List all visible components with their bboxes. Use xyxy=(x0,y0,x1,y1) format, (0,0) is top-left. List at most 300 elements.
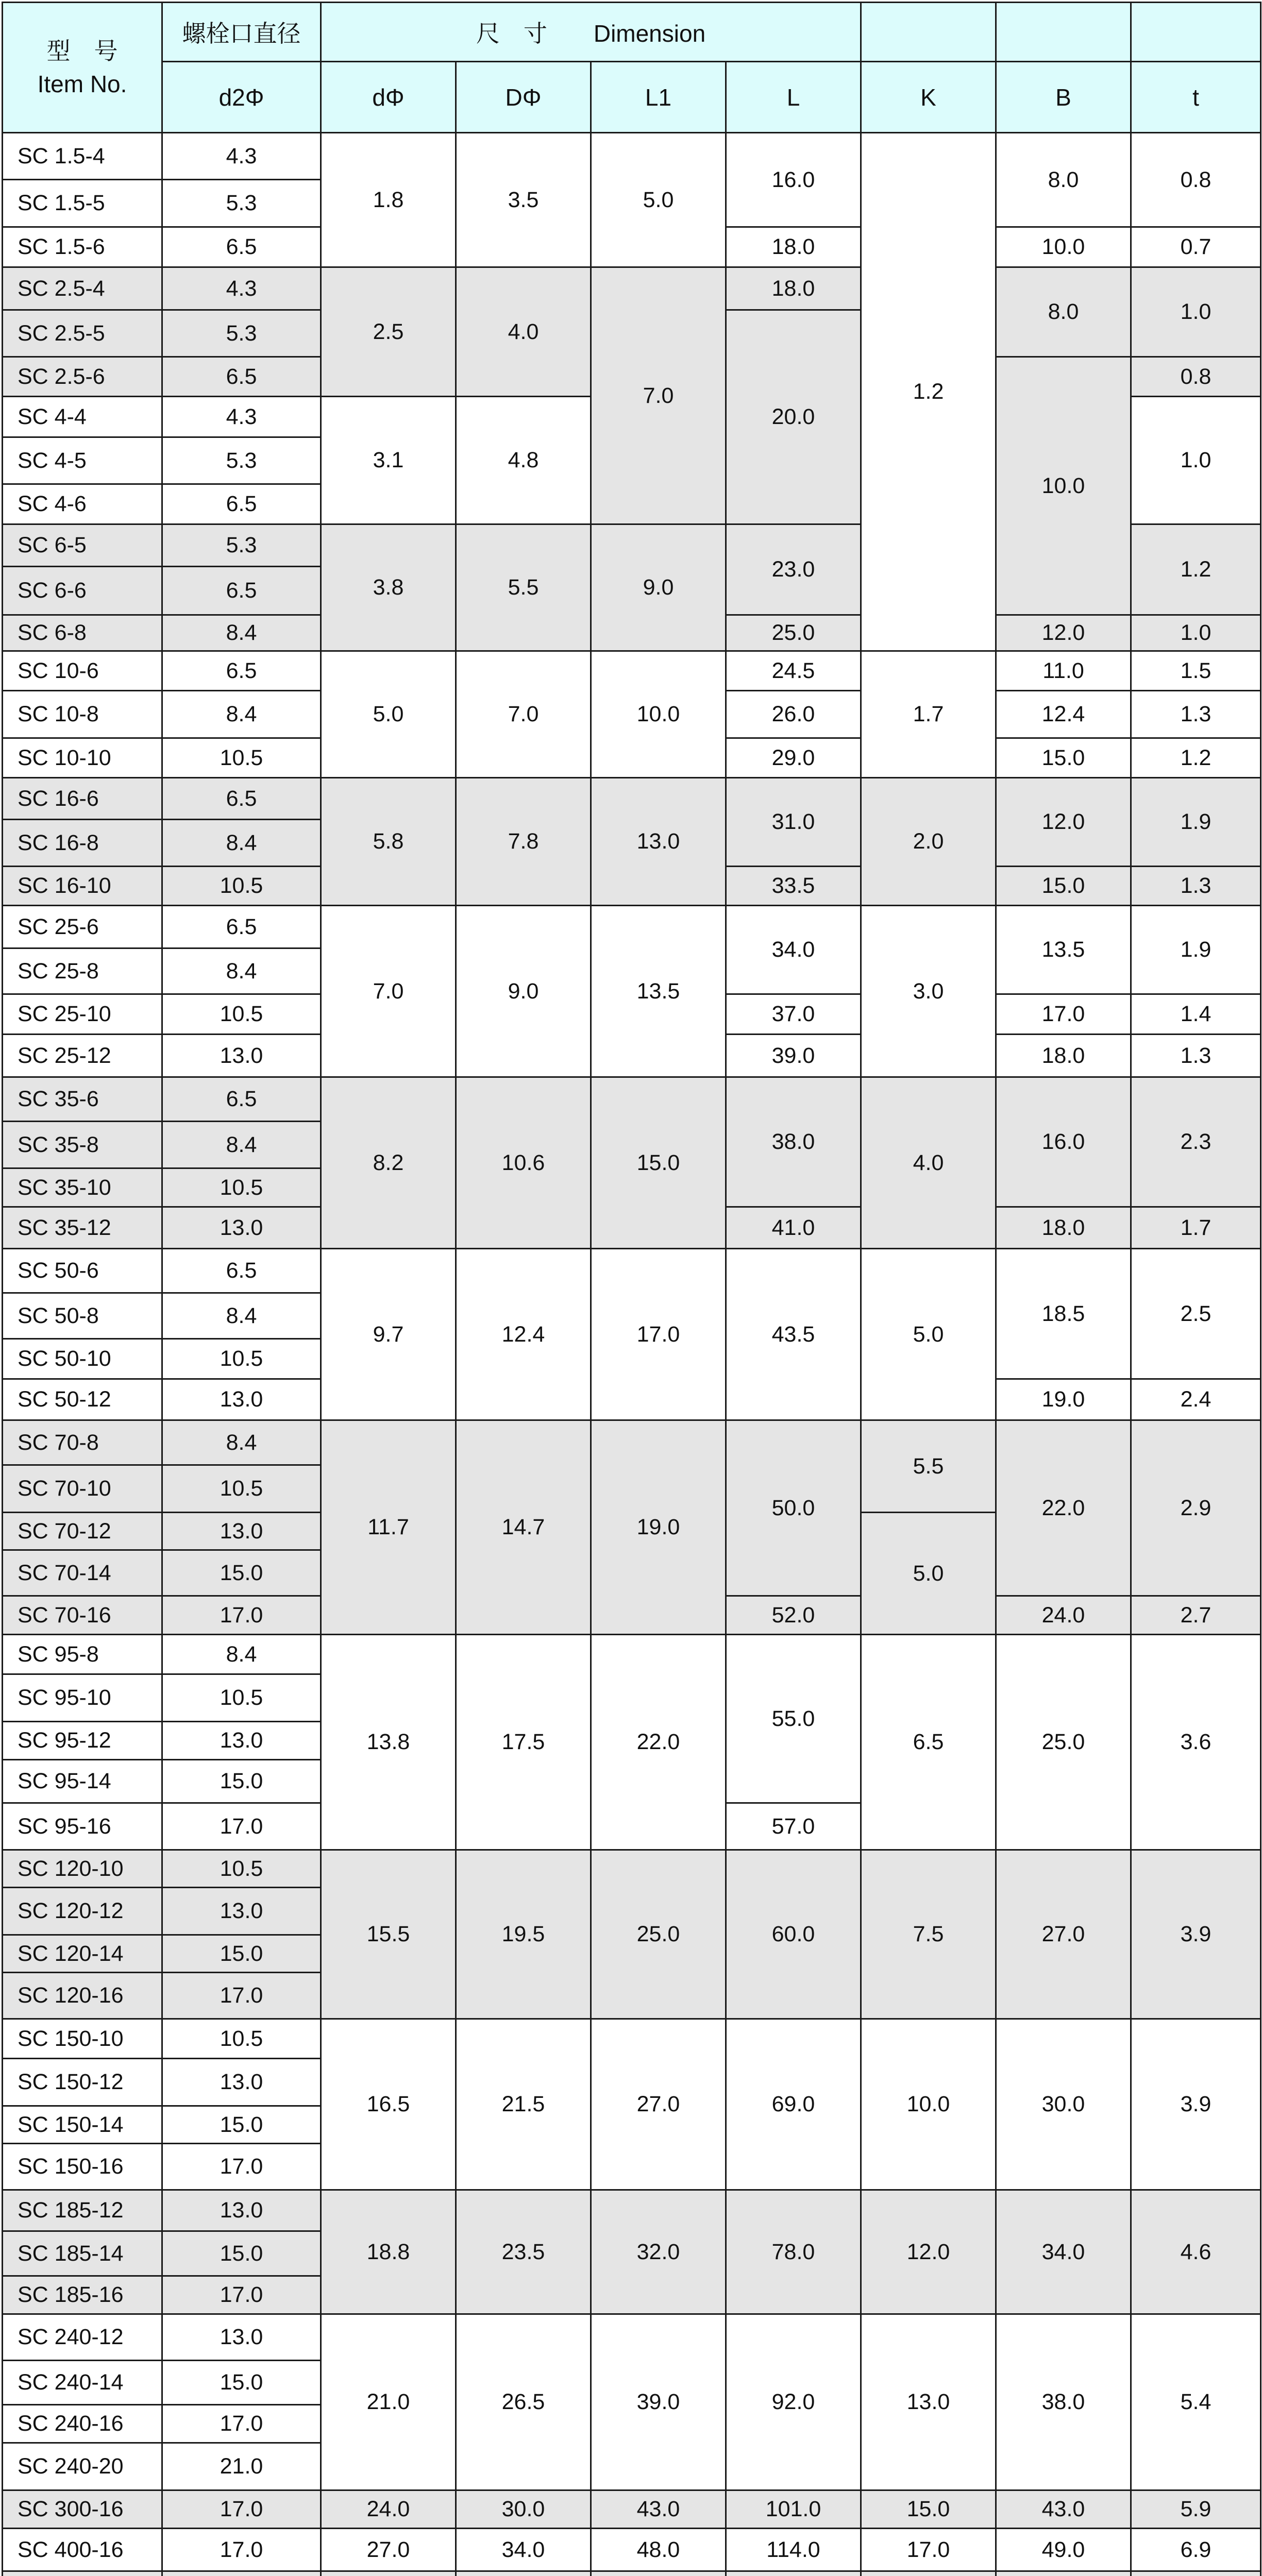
table-row xyxy=(3,1850,1261,1888)
cell-t: 6.9 xyxy=(1131,2529,1261,2571)
item-no-cell: SC 240-16 xyxy=(3,2405,162,2443)
cell-d2: 10.5 xyxy=(162,2019,321,2059)
cell-l: 29.0 xyxy=(726,738,861,778)
cell-d2: 15.0 xyxy=(162,2231,321,2276)
cell-d2: 10.5 xyxy=(162,1465,321,1513)
item-no-cell: SC 4-5 xyxy=(3,437,162,484)
cell-d: 7.0 xyxy=(321,906,456,1077)
cell-d2: 13.0 xyxy=(162,1379,321,1420)
item-no-cell: SC 240-12 xyxy=(3,2314,162,2361)
cell-b: 10.0 xyxy=(996,227,1131,267)
cell-d: 24.0 xyxy=(321,2490,456,2529)
cell-d: 26.5 xyxy=(456,2314,591,2490)
cell-d2: 13.0 xyxy=(162,1722,321,1760)
item-no-cell: SC 120-12 xyxy=(3,1888,162,1935)
item-no-cell: SC 185-16 xyxy=(3,2276,162,2314)
cell-d2: 8.4 xyxy=(162,1635,321,1674)
cell-l: 18.0 xyxy=(726,227,861,267)
col-header-d: DΦ xyxy=(456,62,591,133)
cell-d: 23.5 xyxy=(456,2190,591,2314)
item-no-cell: SC 2.5-6 xyxy=(3,357,162,397)
cell-l1: 13.0 xyxy=(591,778,726,906)
cell-l: 31.0 xyxy=(726,778,861,867)
cell-d2: 17.0 xyxy=(162,1803,321,1850)
cell-d2: 4.3 xyxy=(162,397,321,437)
table-row xyxy=(3,2019,1261,2059)
cell-b: 18.0 xyxy=(996,1035,1131,1077)
item-no-cell: SC 4-6 xyxy=(3,484,162,524)
cell-d xyxy=(456,2571,591,2576)
cell-d2: 10.5 xyxy=(162,1674,321,1722)
item-no-cell: SC 95-12 xyxy=(3,1722,162,1760)
cell-d2: 5.3 xyxy=(162,524,321,567)
col-header-l1: L1 xyxy=(591,62,726,133)
cell-d: 3.5 xyxy=(456,133,591,267)
cell-t: 3.9 xyxy=(1131,1850,1261,2019)
cell-d2: 17.0 xyxy=(162,2276,321,2314)
cell-b: 13.5 xyxy=(996,906,1131,994)
cell-l: 16.0 xyxy=(726,133,861,227)
cell-l: 34.0 xyxy=(726,906,861,994)
cell-d2: 6.5 xyxy=(162,906,321,948)
cell-l1: 13.5 xyxy=(591,906,726,1077)
item-no-header-cn: 型 号 xyxy=(3,35,161,67)
item-no-cell: SC 95-16 xyxy=(3,1803,162,1850)
cell-d: 5.8 xyxy=(321,778,456,906)
col-header-t: t xyxy=(1131,62,1261,133)
cell-k: 12.0 xyxy=(861,2190,996,2314)
cell-d2 xyxy=(162,2571,321,2576)
cell-t: 4.6 xyxy=(1131,2190,1261,2314)
cell-d2: 8.4 xyxy=(162,948,321,994)
cell-l1: 5.0 xyxy=(591,133,726,267)
cell-d2: 15.0 xyxy=(162,1935,321,1973)
cell-t: 5.9 xyxy=(1131,2490,1261,2529)
cell-k: 5.5 xyxy=(861,1420,996,1513)
cell-b: 17.0 xyxy=(996,994,1131,1035)
header-blank-cell xyxy=(1131,3,1261,62)
cell-d: 10.6 xyxy=(456,1077,591,1249)
cell-d: 34.0 xyxy=(456,2529,591,2571)
table-row xyxy=(3,1249,1261,1293)
cell-b: 43.0 xyxy=(996,2490,1131,2529)
cell-d2: 10.5 xyxy=(162,994,321,1035)
cell-t: 2.7 xyxy=(1131,1596,1261,1635)
item-no-cell: SC 120-10 xyxy=(3,1850,162,1888)
cell-l1: 32.0 xyxy=(591,2190,726,2314)
cell-b: 30.0 xyxy=(996,2019,1131,2190)
cell-t: 1.9 xyxy=(1131,778,1261,867)
item-no-cell: SC 10-6 xyxy=(3,651,162,691)
cell-l: 101.0 xyxy=(726,2490,861,2529)
cell-d2: 17.0 xyxy=(162,2144,321,2190)
col-header-l: L xyxy=(726,62,861,133)
cell-t: 1.3 xyxy=(1131,867,1261,906)
item-no-cell: SC 25-8 xyxy=(3,948,162,994)
cell-d2: 5.3 xyxy=(162,180,321,227)
cell-d2: 6.5 xyxy=(162,357,321,397)
item-no-cell: SC 70-14 xyxy=(3,1550,162,1596)
cell-d: 3.8 xyxy=(321,524,456,651)
item-no-cell: SC 150-16 xyxy=(3,2144,162,2190)
item-no-cell: SC 50-8 xyxy=(3,1293,162,1339)
header-row-2 xyxy=(3,62,1261,133)
cell-k: 15.0 xyxy=(861,2490,996,2529)
item-no-cell: SC 1.5-6 xyxy=(3,227,162,267)
cell-b: 18.0 xyxy=(996,1207,1131,1249)
col-header-d: dΦ xyxy=(321,62,456,133)
col-header-d2: d2Φ xyxy=(162,62,321,133)
table-row xyxy=(3,1420,1261,1465)
item-no-cell: SC 300-16 xyxy=(3,2490,162,2529)
table-row xyxy=(3,906,1261,948)
cell-l: 18.0 xyxy=(726,267,861,310)
table-row xyxy=(3,2314,1261,2361)
cell-k: 17.0 xyxy=(861,2529,996,2571)
cell-d2: 13.0 xyxy=(162,1513,321,1550)
cell-d2: 8.4 xyxy=(162,1293,321,1339)
cell-b: 11.0 xyxy=(996,651,1131,691)
cell-t: 1.5 xyxy=(1131,651,1261,691)
cell-d2: 15.0 xyxy=(162,2361,321,2405)
cell-d2: 10.5 xyxy=(162,1850,321,1888)
cell-d2: 15.0 xyxy=(162,1760,321,1803)
cell-d2: 5.3 xyxy=(162,310,321,357)
cell-l1: 9.0 xyxy=(591,524,726,651)
cell-d: 17.5 xyxy=(456,1635,591,1850)
cell-l1: 10.0 xyxy=(591,651,726,778)
cell-d2: 6.5 xyxy=(162,227,321,267)
cell-t: 0.8 xyxy=(1131,133,1261,227)
cell-l: 78.0 xyxy=(726,2190,861,2314)
table-row xyxy=(3,2529,1261,2571)
cell-t: 1.3 xyxy=(1131,691,1261,738)
cell-d: 4.0 xyxy=(456,267,591,397)
item-no-cell: SC 1.5-5 xyxy=(3,180,162,227)
cell-l: 43.5 xyxy=(726,1249,861,1420)
item-no-cell: SC 35-12 xyxy=(3,1207,162,1249)
cell-d2: 4.3 xyxy=(162,133,321,180)
cell-d xyxy=(321,2571,456,2576)
cell-d: 12.4 xyxy=(456,1249,591,1420)
cell-d2: 21.0 xyxy=(162,2443,321,2490)
item-no-cell: SC 2.5-5 xyxy=(3,310,162,357)
item-no-cell: SC 6-6 xyxy=(3,567,162,615)
cell-d2: 6.5 xyxy=(162,778,321,820)
cell-l: 50.0 xyxy=(726,1420,861,1596)
header-row-1 xyxy=(3,3,1261,62)
cell-b: 12.0 xyxy=(996,615,1131,651)
item-no-cell: SC 70-8 xyxy=(3,1420,162,1465)
cell-d: 3.1 xyxy=(321,397,456,524)
cell-b: 34.0 xyxy=(996,2190,1131,2314)
dimension-header xyxy=(321,3,861,62)
item-no-cell: SC 35-8 xyxy=(3,1122,162,1168)
cell-b: 12.4 xyxy=(996,691,1131,738)
cell-t: 1.3 xyxy=(1131,1035,1261,1077)
item-no-cell: SC 10-10 xyxy=(3,738,162,778)
cell-d: 30.0 xyxy=(456,2490,591,2529)
cell-b xyxy=(996,2571,1131,2576)
cell-t: 2.3 xyxy=(1131,1077,1261,1207)
cell-t: 1.9 xyxy=(1131,906,1261,994)
cell-l: 23.0 xyxy=(726,524,861,615)
table-row xyxy=(3,778,1261,820)
item-no-cell: SC 2.5-4 xyxy=(3,267,162,310)
cell-t: 1.0 xyxy=(1131,615,1261,651)
cell-d2: 17.0 xyxy=(162,2529,321,2571)
cell-d2: 5.3 xyxy=(162,437,321,484)
header-blank-cell xyxy=(861,3,996,62)
cell-d2: 10.5 xyxy=(162,1339,321,1379)
cell-d2: 15.0 xyxy=(162,2106,321,2144)
cell-l1 xyxy=(591,2571,726,2576)
cell-b: 49.0 xyxy=(996,2529,1131,2571)
item-no-cell: SC 120-16 xyxy=(3,1973,162,2019)
cell-d: 13.8 xyxy=(321,1635,456,1850)
cell-l1: 17.0 xyxy=(591,1249,726,1420)
cell-d2: 13.0 xyxy=(162,2314,321,2361)
cell-l1: 22.0 xyxy=(591,1635,726,1850)
cell-b: 18.5 xyxy=(996,1249,1131,1379)
cell-d2: 6.5 xyxy=(162,1077,321,1122)
cell-l: 55.0 xyxy=(726,1635,861,1803)
cell-k: 4.0 xyxy=(861,1077,996,1249)
item-no-cell: SC 25-6 xyxy=(3,906,162,948)
cell-l: 52.0 xyxy=(726,1596,861,1635)
cell-t: 2.5 xyxy=(1131,1249,1261,1379)
cell-l: 60.0 xyxy=(726,1850,861,2019)
cell-l: 38.0 xyxy=(726,1077,861,1207)
cell-d: 4.8 xyxy=(456,397,591,524)
cell-l: 114.0 xyxy=(726,2529,861,2571)
cell-l: 33.5 xyxy=(726,867,861,906)
cell-d2: 17.0 xyxy=(162,1973,321,2019)
cell-d2: 13.0 xyxy=(162,1035,321,1077)
cell-d2: 10.5 xyxy=(162,1168,321,1207)
cell-d2: 10.5 xyxy=(162,867,321,906)
cell-d: 5.0 xyxy=(321,651,456,778)
col-header-k: K xyxy=(861,62,996,133)
cell-d2: 13.0 xyxy=(162,2059,321,2106)
item-no-cell: SC 95-10 xyxy=(3,1674,162,1722)
cell-d: 5.5 xyxy=(456,524,591,651)
cell-d2: 6.5 xyxy=(162,651,321,691)
item-no-cell: SC 95-14 xyxy=(3,1760,162,1803)
cell-d: 2.5 xyxy=(321,267,456,397)
item-no-cell: SC 50-6 xyxy=(3,1249,162,1293)
cell-b: 12.0 xyxy=(996,778,1131,867)
cell-d2: 6.5 xyxy=(162,484,321,524)
item-no-cell: SC 95-8 xyxy=(3,1635,162,1674)
item-no-cell: SC 400-16 xyxy=(3,2529,162,2571)
cell-l: 69.0 xyxy=(726,2019,861,2190)
cell-l: 26.0 xyxy=(726,691,861,738)
cell-t: 1.2 xyxy=(1131,738,1261,778)
cell-t: 3.9 xyxy=(1131,2019,1261,2190)
cell-d2: 8.4 xyxy=(162,1122,321,1168)
cell-d2: 4.3 xyxy=(162,267,321,310)
table-row xyxy=(3,2571,1261,2576)
cell-b: 8.0 xyxy=(996,133,1131,227)
cell-d2: 13.0 xyxy=(162,1207,321,1249)
cell-t: 1.0 xyxy=(1131,397,1261,524)
item-no-cell: SC 10-8 xyxy=(3,691,162,738)
cell-k: 2.0 xyxy=(861,778,996,906)
table-row xyxy=(3,1635,1261,1674)
cell-d2: 6.5 xyxy=(162,1249,321,1293)
item-no-cell: SC 120-14 xyxy=(3,1935,162,1973)
cell-d2: 17.0 xyxy=(162,2405,321,2443)
cell-b: 15.0 xyxy=(996,738,1131,778)
item-no-cell: SC 150-14 xyxy=(3,2106,162,2144)
item-no-cell: SC 70-10 xyxy=(3,1465,162,1513)
cell-t: 1.2 xyxy=(1131,524,1261,615)
cell-b: 16.0 xyxy=(996,1077,1131,1207)
cell-t: 2.9 xyxy=(1131,1420,1261,1596)
cell-b: 19.0 xyxy=(996,1379,1131,1420)
cell-l: 39.0 xyxy=(726,1035,861,1077)
item-no-cell: SC 70-16 xyxy=(3,1596,162,1635)
spec-table xyxy=(2,2,1261,2576)
cell-b: 25.0 xyxy=(996,1635,1131,1850)
cell-d: 14.7 xyxy=(456,1420,591,1635)
cell-d2: 8.4 xyxy=(162,691,321,738)
item-no-cell: SC 50-10 xyxy=(3,1339,162,1379)
item-no-cell: SC 240-20 xyxy=(3,2443,162,2490)
cell-k: 5.0 xyxy=(861,1249,996,1420)
cell-b: 8.0 xyxy=(996,267,1131,357)
cell-d2: 13.0 xyxy=(162,2190,321,2231)
cell-b: 15.0 xyxy=(996,867,1131,906)
cell-k xyxy=(861,2571,996,2576)
cell-d2: 17.0 xyxy=(162,1596,321,1635)
table-row xyxy=(3,651,1261,691)
cell-d: 19.5 xyxy=(456,1850,591,2019)
item-no-cell: SC 70-12 xyxy=(3,1513,162,1550)
cell-b: 27.0 xyxy=(996,1850,1131,2019)
cell-t xyxy=(1131,2571,1261,2576)
item-no-header-en: Item No. xyxy=(3,67,161,100)
cell-t: 5.4 xyxy=(1131,2314,1261,2490)
item-no-cell: SC 35-6 xyxy=(3,1077,162,1122)
item-no-cell: SC 35-10 xyxy=(3,1168,162,1207)
cell-d: 18.8 xyxy=(321,2190,456,2314)
table-row xyxy=(3,2190,1261,2231)
cell-d: 7.0 xyxy=(456,651,591,778)
cell-b: 38.0 xyxy=(996,2314,1131,2490)
cell-d2: 13.0 xyxy=(162,1888,321,1935)
cell-k: 6.5 xyxy=(861,1635,996,1850)
cell-k: 3.0 xyxy=(861,906,996,1077)
cell-d2: 8.4 xyxy=(162,820,321,867)
cell-k: 7.5 xyxy=(861,1850,996,2019)
cell-t: 1.0 xyxy=(1131,267,1261,357)
cell-d2: 10.5 xyxy=(162,738,321,778)
cell-l1: 19.0 xyxy=(591,1420,726,1635)
cell-d2: 8.4 xyxy=(162,615,321,651)
cell-d2: 8.4 xyxy=(162,1420,321,1465)
cell-t: 0.8 xyxy=(1131,357,1261,397)
cell-d: 15.5 xyxy=(321,1850,456,2019)
cell-l1: 43.0 xyxy=(591,2490,726,2529)
item-no-header xyxy=(3,3,162,133)
cell-t: 2.4 xyxy=(1131,1379,1261,1420)
item-no-cell: SC 50-12 xyxy=(3,1379,162,1420)
cell-b: 22.0 xyxy=(996,1420,1131,1596)
cell-d: 21.5 xyxy=(456,2019,591,2190)
cell-k: 10.0 xyxy=(861,2019,996,2190)
item-no-cell: SC 185-14 xyxy=(3,2231,162,2276)
cell-k: 1.2 xyxy=(861,133,996,651)
cell-l: 57.0 xyxy=(726,1803,861,1850)
item-no-cell: SC 25-10 xyxy=(3,994,162,1035)
cell-l1: 27.0 xyxy=(591,2019,726,2190)
table-row xyxy=(3,267,1261,310)
cell-l: 37.0 xyxy=(726,994,861,1035)
item-no-cell: SC 16-6 xyxy=(3,778,162,820)
item-no-cell: SC 185-12 xyxy=(3,2190,162,2231)
item-no-cell: SC 150-10 xyxy=(3,2019,162,2059)
item-no-cell: SC 4-4 xyxy=(3,397,162,437)
cell-k: 5.0 xyxy=(861,1513,996,1635)
cell-d: 9.0 xyxy=(456,906,591,1077)
item-no-cell: SC 150-12 xyxy=(3,2059,162,2106)
cell-d: 27.0 xyxy=(321,2529,456,2571)
cell-l1: 7.0 xyxy=(591,267,726,524)
cell-d2: 6.5 xyxy=(162,567,321,615)
cell-d2: 15.0 xyxy=(162,1550,321,1596)
cell-t: 3.6 xyxy=(1131,1635,1261,1850)
cell-l1: 48.0 xyxy=(591,2529,726,2571)
cell-k: 13.0 xyxy=(861,2314,996,2490)
cell-d: 7.8 xyxy=(456,778,591,906)
bolt-diameter-header: 螺栓口直径 xyxy=(162,3,321,62)
cell-d: 11.7 xyxy=(321,1420,456,1635)
cell-d: 16.5 xyxy=(321,2019,456,2190)
item-no-cell: SC 16-10 xyxy=(3,867,162,906)
cell-b: 24.0 xyxy=(996,1596,1131,1635)
cell-t: 1.7 xyxy=(1131,1207,1261,1249)
cell-t: 1.4 xyxy=(1131,994,1261,1035)
item-no-cell: SC 1.5-4 xyxy=(3,133,162,180)
dimension-header-cn: 尺 寸 xyxy=(476,20,547,47)
cell-k: 1.7 xyxy=(861,651,996,778)
cell-l: 25.0 xyxy=(726,615,861,651)
item-no-cell: SC 25-12 xyxy=(3,1035,162,1077)
table-row xyxy=(3,1077,1261,1122)
cell-l1: 15.0 xyxy=(591,1077,726,1249)
cell-d: 21.0 xyxy=(321,2314,456,2490)
item-no-cell: SC 6-8 xyxy=(3,615,162,651)
item-no-cell: SC 6-5 xyxy=(3,524,162,567)
cell-l: 41.0 xyxy=(726,1207,861,1249)
cell-d2: 17.0 xyxy=(162,2490,321,2529)
cell-d: 1.8 xyxy=(321,133,456,267)
cell-l: 20.0 xyxy=(726,310,861,524)
item-no-cell: SC 240-14 xyxy=(3,2361,162,2405)
cell-l: 24.5 xyxy=(726,651,861,691)
item-no-cell: SC 16-8 xyxy=(3,820,162,867)
table-row xyxy=(3,133,1261,180)
cell-d: 8.2 xyxy=(321,1077,456,1249)
header-blank-cell xyxy=(996,3,1131,62)
col-header-b: B xyxy=(996,62,1131,133)
cell-t: 0.7 xyxy=(1131,227,1261,267)
cell-l xyxy=(726,2571,861,2576)
cell-b: 10.0 xyxy=(996,357,1131,615)
cell-l1: 25.0 xyxy=(591,1850,726,2019)
